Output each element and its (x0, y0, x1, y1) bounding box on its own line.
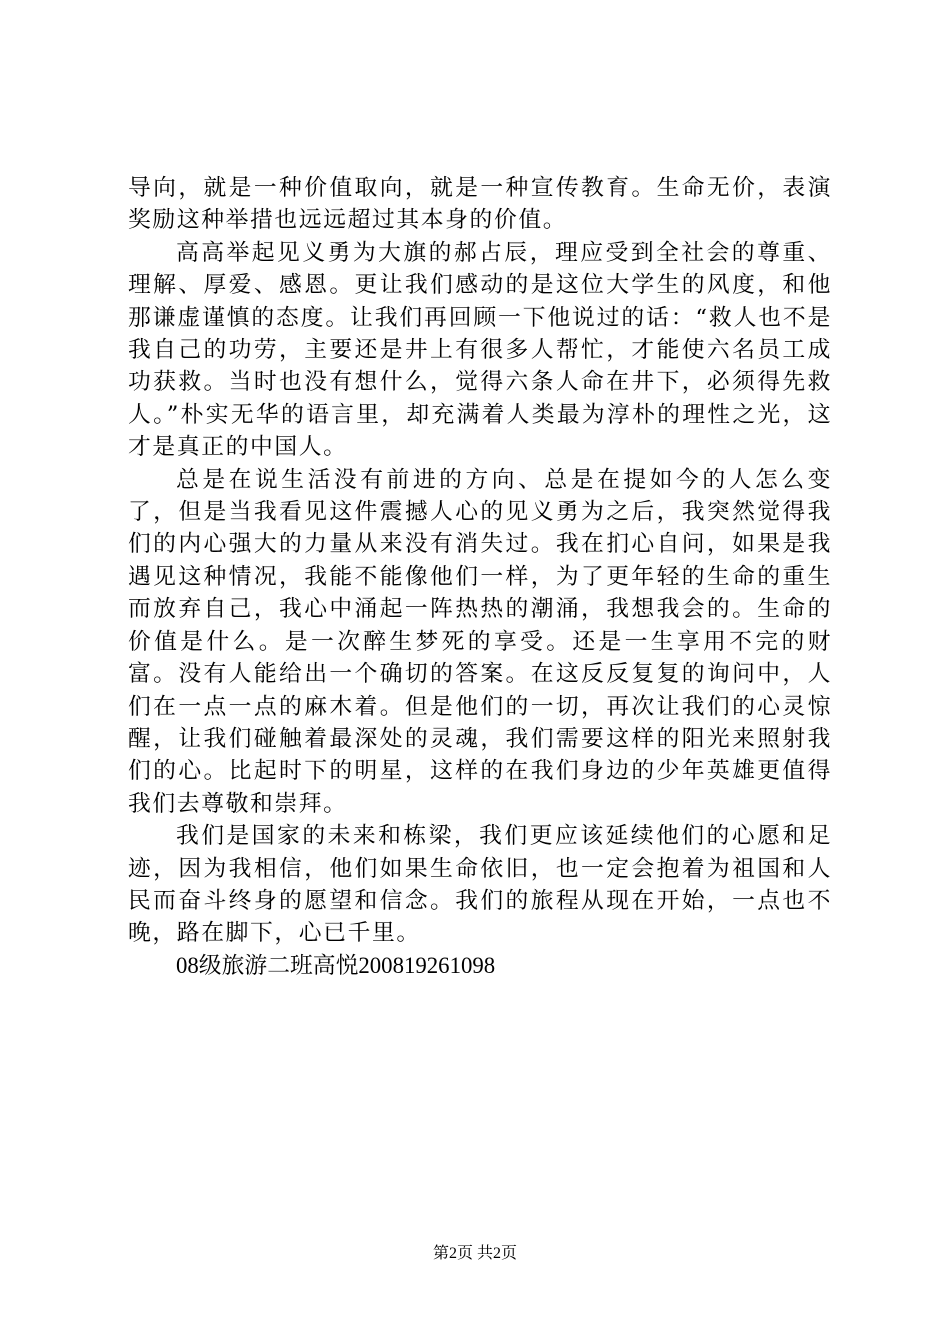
paragraph-reflection: 总是在说生活没有前进的方向、总是在提如今的人怎么变了，但是当我看见这件震撼人心的见义勇为之后，我突然觉得我们的内心强大的力量从来没有消失过。我在扪心自问，如果是我遇见这种情况，我能不能像他们一样，为了更年轻的生命的重生而放弃自己，我心中涌起一阵热热的潮涌，我想我会的。生命的价值是什么。是一次醉生梦死的享受。还是一生享用不完的财富。没有人能给出一个确切的答案。在这反反复复的询问中，人们在一点一点的麻木着。但是他们的一切，再次让我们的心灵惊醒，让我们碰触着最深处的灵魂，我们需要这样的阳光来照射我们的心。比起时下的明星，这样的在我们身边的少年英雄更值得我们去尊敬和崇拜。 (128, 466, 832, 817)
paragraph-continuation: 导向，就是一种价值取向，就是一种宣传教育。生命无价，表演奖励这种举措也远远超过其本身的价值。 (128, 175, 832, 234)
paragraph-hero-praise: 高高举起见义勇为大旗的郝占辰，理应受到全社会的尊重、理解、厚爱、感恩。更让我们感动的是这位大学生的风度，和他那谦虚谨慎的态度。让我们再回顾一下他说过的话：“救人也不是我自己的功劳，主要还是井上有很多人帮忙，才能使六名员工成功获救。当时也没有想什么，觉得六条人命在井下，必须得先救人。”朴实无华的语言里，却充满着人类最为淳朴的理性之光，这才是真正的中国人。 (128, 239, 832, 461)
document-body (128, 172, 832, 982)
paragraph-conclusion: 我们是国家的未来和栋梁，我们更应该延续他们的心愿和足迹，因为我相信，他们如果生命依旧，也一定会抱着为祖国和人民而奋斗终身的愿望和信念。我们的旅程从现在开始，一点也不晚，路在脚下，心已千里。 (128, 823, 832, 947)
author-signature: 08级旅游二班高悦200819261098 (176, 952, 496, 978)
page-number-footer: 第2页 共2页 (432, 1245, 517, 1262)
